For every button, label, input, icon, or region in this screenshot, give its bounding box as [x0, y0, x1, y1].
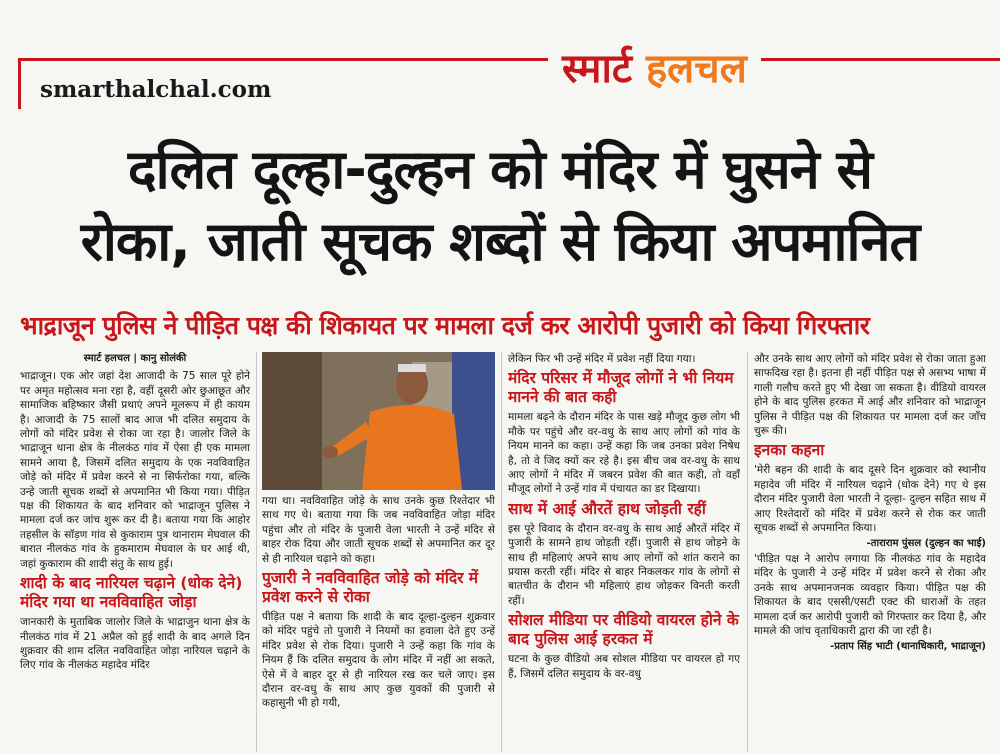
headline: [20, 134, 980, 278]
brand-logo: [548, 44, 761, 94]
brand-part2: हलचल: [645, 46, 747, 92]
article-column-4: [754, 352, 986, 752]
article-column-1: [20, 352, 250, 752]
paragraph: लेकिन फिर भी उन्हें मंदिर में प्रवेश नहीं दिया गया।: [508, 353, 696, 365]
paragraph: मामला बढ़ने के दौरान मंदिर के पास खड़े मौजूद कुछ लोग भी मौके पर पहुंचे और वर-वधु के साथ आए लोगों को गांव के नियम मानने का कहा। उन्हें कहा कि जब उनका प्रवेश निषेध है, तो वे जिद क्यों कर रहे है। इस बीच जब वर-वधु के साथ आए लोगों ने मंदिर में जबरन प्रवेश की बात कही, तो वहाँ मौजूद लोगों ने उन्हें गांव में पंचायत का डर दिखाया।: [508, 411, 740, 496]
headline-line2: रोका, जाती सूचक शब्दों से किया अपमानित: [80, 210, 920, 273]
column-divider: [501, 352, 502, 752]
section-heading: साथ में आई औरतें हाथ जोड़ती रहीं: [508, 499, 706, 518]
paragraph: गया था। नवविवाहित जोड़े के साथ उनके कुछ रिश्तेदार भी साथ गए थे। बताया गया कि जब नवविवाहित जोड़ा मंदिर पहुंचा और तो मंदिर के पुजारी वेला भारती ने उन्हें मंदिर से बाहर रोक दिया और जाती सूचक शब्दों से अपमानित कर दूर से ही नारियल चढ़ाने को कहा।: [262, 495, 495, 565]
byline: स्मार्ट हलचल | कानु सोलंकी: [83, 353, 187, 364]
paragraph: इस पूरे विवाद के दौरान वर-वधु के साथ आई औरतें मंदिर में पुजारी के सामने हाथ जोड़ती रहीं। पुजारी से हाथ जोड़ने के साथ ही महिलाएं अपने साथ आए लोगों को शांत कराने का प्रयास करती रहीं। मंदिर से बाहर निकलकर गांव के लोगों से बातचीत के दौरान भी महिलाएं हाथ जोड़कर विनती करती रहीं।: [508, 522, 740, 607]
section-heading: पुजारी ने नवविवाहित जोड़े को मंदिर में प्रवेश करने से रोका: [262, 569, 479, 607]
section-heading: शादी के बाद नारियल चढ़ाने (धोक देने) मंदिर गया था नवविवाहित जोड़ा: [20, 574, 243, 612]
subheadline: भाद्राजून पुलिस ने पीड़ित पक्ष की शिकायत पर मामला दर्ज कर आरोपी पुजारी को किया गिरफ्तार: [20, 311, 870, 340]
site-url: smarthalchal.com: [40, 76, 272, 103]
paragraph: घटना के कुछ वीडियो अब सोशल मीडिया पर वायरल हो गए हैं, जिसमें दलित समुदाय के वर-वधु: [508, 653, 740, 680]
paragraph: पीड़ित पक्ष ने बताया कि शादी के बाद दूल्हा-दुल्हन शुक्रवार को मंदिर पहुंचे तो पुजारी ने नियमों का हवाला देते हुए उन्हें मंदिर प्रवेश से रोक दिया। पुजारी ने उन्हें कहा कि गांव के नियम हैं कि दलित समुदाय के लोग मंदिर में नहीं आ सकते, ऐसे में वे बाहर दूर से ही नारियल रख कर चले जाए। इस दौरान वर-वधु के साथ आए कुछ युवकों की पुजारी से कहासुनी भी हो गयी,: [262, 611, 495, 710]
paragraph: भाद्राजून। एक ओर जहां देश आजादी के 75 साल पूरे होने पर अमृत महोत्सव मना रहा है, वहीं दूसरी ओर छुआछूत और सामाजिक बहिष्कार जैसी प्रथाएं अपने मूलरूप में ही कायम है। आजादी के 75 सालों बाद आज भी दलित समुदाय के लोगों को मंदिर प्रवेश से रोका जा रहा है। जालोर जिले के भाद्राजून थाना क्षेत्र के नीलकंठ गांव में ऐसा ही एक मामला सामने आया है, जिसमें दलित समुदाय के एक नवविवाहित जोड़े को मंदिर में प्रवेश करने से ना सिर्फरोका गया, बल्कि उन्हे जाती सूचक शब्दों से अपमानित भी किया गया। पीड़ित पक्ष की शिकायत के बाद शनिवार को भाद्राजून पुलिस ने मामला दर्ज कर जांच शुरू कर दी है। बताया गया कि आहोर तहसील के सॉड़ण गांव से कुकाराम पुत्र थानाराम मेघवाल की बारात नीलकंठ गांव के हुकमाराम मेघवाल के घर आई थी, जहां कुकाराम की शादी संतु के साथ हुई।: [20, 370, 250, 570]
priest-photo-image: [262, 352, 495, 490]
section-heading: मंदिर परिसर में मौजूद लोगों ने भी नियम मानने की बात कही: [508, 369, 734, 407]
column-divider: [747, 352, 748, 752]
column-divider: [256, 352, 257, 752]
news-photo: [262, 352, 495, 490]
section-heading: सोशल मीडिया पर वीडियो वायरल होने के बाद पुलिस आई हरकत में: [508, 611, 739, 649]
article-column-2: [262, 494, 495, 752]
article-column-3: [508, 352, 740, 752]
quote-attribution: -ताराराम पुंसल (दुल्हन का भाई): [866, 538, 986, 550]
headline-line1: दलित दूल्हा-दुल्हन को मंदिर में घुसने से: [127, 138, 873, 201]
paragraph: और उनके साथ आए लोगों को मंदिर प्रवेश से रोका जाता हुआ साफदिख रहा है। इतना ही नहीं पीड़ित पक्ष से असभ्य भाषा में गाली गलौच करते हुए भी देखा जा सकता है। वीडियो वायरल होने के बाद पुलिस हरकत में आई और शनिवार को भाद्राजून पुलिस ने पीड़ित पक्ष की शिकायत पर मामला दर्ज कर जाँच चुरू की।: [754, 353, 986, 438]
section-heading: इनका कहना: [754, 441, 825, 460]
paragraph: जानकारी के मुताबिक जालोर जिले के भाद्राजुन थाना क्षेत्र के नीलकंठ गांव में 21 अप्रैल को हुई शादी के बाद अगले दिन शुक्रवार की शाम दलित नवविवाहित जोड़ा नारियल चढ़ाने के लिए गांव के नीलकंठ महादेव मंदिर: [20, 616, 250, 672]
brand-part1: स्मार्ट: [562, 46, 632, 92]
quote-attribution: -प्रताप सिंह भाटी (थानाधिकारी, भाद्राजून): [830, 641, 986, 653]
quote: 'मेरी बहन की शादी के बाद दूसरे दिन शुक्रवार को स्थानीय महादेव जी मंदिर में नारियल चढ़ाने (धोक देने) गए थे इस दौरान मंदिर पुजारी वेला भारती ने दूल्हा- दुल्हन सहित साथ में आए रिश्तेदारों को मंदिर में प्रवेश करने से रोक कर जाती सूचक शब्दों से अपमानित किया।: [754, 464, 986, 535]
quote: 'पीड़ित पक्ष ने आरोप लगाया कि नीलकंठ गांव के महादेव मंदिर के पुजारी ने उन्हें मंदिर में प्रवेश करने से रोका और उनके साथ अपमानजनक व्यवहार किया। पीड़ित पक्ष की शिकायत के बाद एससी/एसटी एक्ट की धाराओं के तहत मामला दर्ज कर आरोपी पुजारी को गिरफ्तार कर दिया है, और मामले की जांच वृताधिकारी द्वारा की जा रही है।: [754, 552, 986, 637]
